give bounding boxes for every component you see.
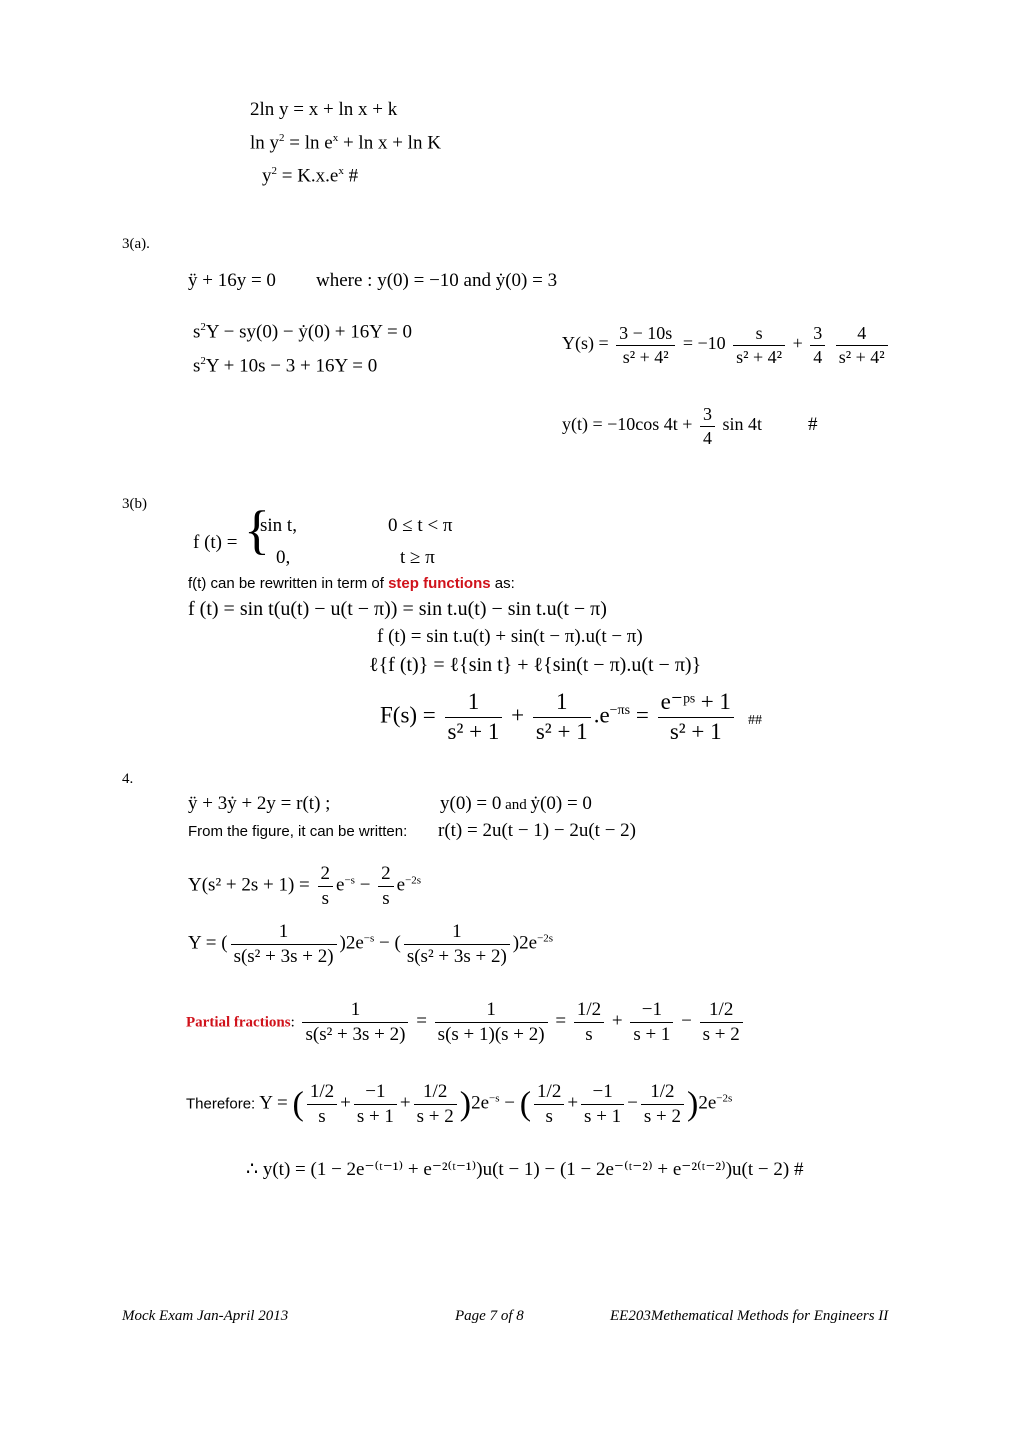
top-eq-2: $\ln y^2 = \ln e^x + \ln x + \ln K$ (250, 132, 441, 154)
q3a-equation: ÿ + 16y = 0 (188, 270, 276, 291)
q3b-cond1: 0 ≤ t < π (388, 515, 453, 536)
q3a-yt: y(t) = −10cos 4t + $\frac{3}{4}$ sin 4t (562, 404, 762, 448)
q4-therefore: Therefore: Y = ( $\frac{1/2}{s}$ + $\frac{-1}{s + 1}$ + $\frac{1/2}{s + 2}$ )$2e^{-s}$ − ( $\frac{1/2}{s}$ + $\frac{-1}{s + 1}$ − $\frac{1/2}{s + 2}$ )$2e^{-2s}$ (186, 1081, 733, 1127)
q3b-ft: f (t) = (193, 532, 238, 553)
footer-left: Mock Exam Jan-April 2013 (122, 1308, 289, 1324)
q4-rt: r(t) = 2u(t − 1) − 2u(t − 2) (438, 820, 636, 841)
section-label-3b: 3(b) (122, 496, 147, 512)
q3b-end-mark: ## (748, 713, 762, 728)
footer-page-number: Page 7 of 8 (455, 1308, 524, 1324)
section-label-3a: 3(a). (122, 236, 150, 252)
q3a-laplace-1: $s^2Y - sy(0)$ − ẏ(0) + 16Y = 0 (193, 321, 413, 343)
q3b-step-2: f (t) = sin t.u(t) + sin(t − π).u(t − π) (377, 626, 643, 647)
q3b-case1: sin t, (260, 515, 297, 536)
q4-figure-text: From the figure, it can be written: (188, 823, 408, 840)
q3b-step-1: f (t) = sin t(u(t) − u(t − π)) = sin t.u(t) − sin t.u(t − π) (188, 598, 607, 620)
q4-equation: ÿ + 3ẏ + 2y = r(t) ; (188, 793, 331, 814)
top-eq-3: $y^2 = K.x.e^x$ # (262, 165, 359, 187)
q3b-text: f(t) can be rewritten in term of step functions as: (188, 575, 515, 592)
section-label-4: 4. (122, 771, 134, 787)
q4-final-solution: ∴ y(t) = (1 − 2e⁻⁽ᵗ⁻¹⁾ + e⁻²⁽ᵗ⁻¹⁾)u(t − 1) − (1 − 2e⁻⁽ᵗ⁻²⁾ + e⁻²⁽ᵗ⁻²⁾)u(t − 2) # (246, 1159, 804, 1180)
q3a-Ys: Y(s) = $\frac{3 - 10s}{\text{s² + 4²}}$ = −10 $\frac{s}{\text{s² + 4²}}$ + $\frac{3}{4}$ $\frac{4}{\text{s² + 4²}}$ (562, 322, 891, 368)
q3b-case2: 0, (276, 547, 291, 568)
q3b-Fs: F(s) = $\frac{1}{\text{s² + 1}}$ + $\frac{1}{\text{s² + 1}}$ $.e^{-\pi s}$ = $\frac{\text{e⁻ᵖˢ + 1}}{\text{s² + 1}}$ (380, 688, 737, 747)
footer-right: EE203Methematical Methods for Engineers II (610, 1308, 889, 1324)
q3b-laplace: ℓ{f (t)} = ℓ{sin t} + ℓ{sin(t − π).u(t − π)} (369, 654, 702, 676)
q4-Y1: Y(s² + 2s + 1) = $\frac{2}{s}$ $e^{-s}$ − $\frac{2}{s}$ $e^{-2s}$ (188, 863, 422, 909)
q4-partial-fractions: Partial fractions: $\frac{1}{\text{s(s² + 3s + 2)}}$ = $\frac{1}{s(s + 1)(s + 2)}$ = $\frac{1/2}{s}$ + $\frac{-1}{s + 1}$ − $\frac{1/2}{s + 2}$ (186, 998, 746, 1047)
top-eq-1: 2ln y = x + ln x + k (250, 99, 398, 120)
q3a-laplace-2: $s^2Y + 10s - 3 + 16Y = 0$ (193, 355, 378, 377)
q3a-initial-conditions: where : y(0) = −10 and ẏ(0) = 3 (316, 270, 558, 291)
q4-initial-conditions: y(0) = 0 and ẏ(0) = 0 (440, 793, 592, 814)
q3b-cond2: t ≥ π (400, 547, 435, 568)
piecewise-brace: { (244, 500, 270, 560)
q4-Y2: Y = ( $\frac{1}{\text{s(s² + 3s + 2)}}$ )$2e^{-s}$ − ( $\frac{1}{\text{s(s² + 3s + 2)}}$ )$2e^{-2s}$ (188, 921, 554, 967)
q3a-end-mark: # (808, 414, 818, 435)
